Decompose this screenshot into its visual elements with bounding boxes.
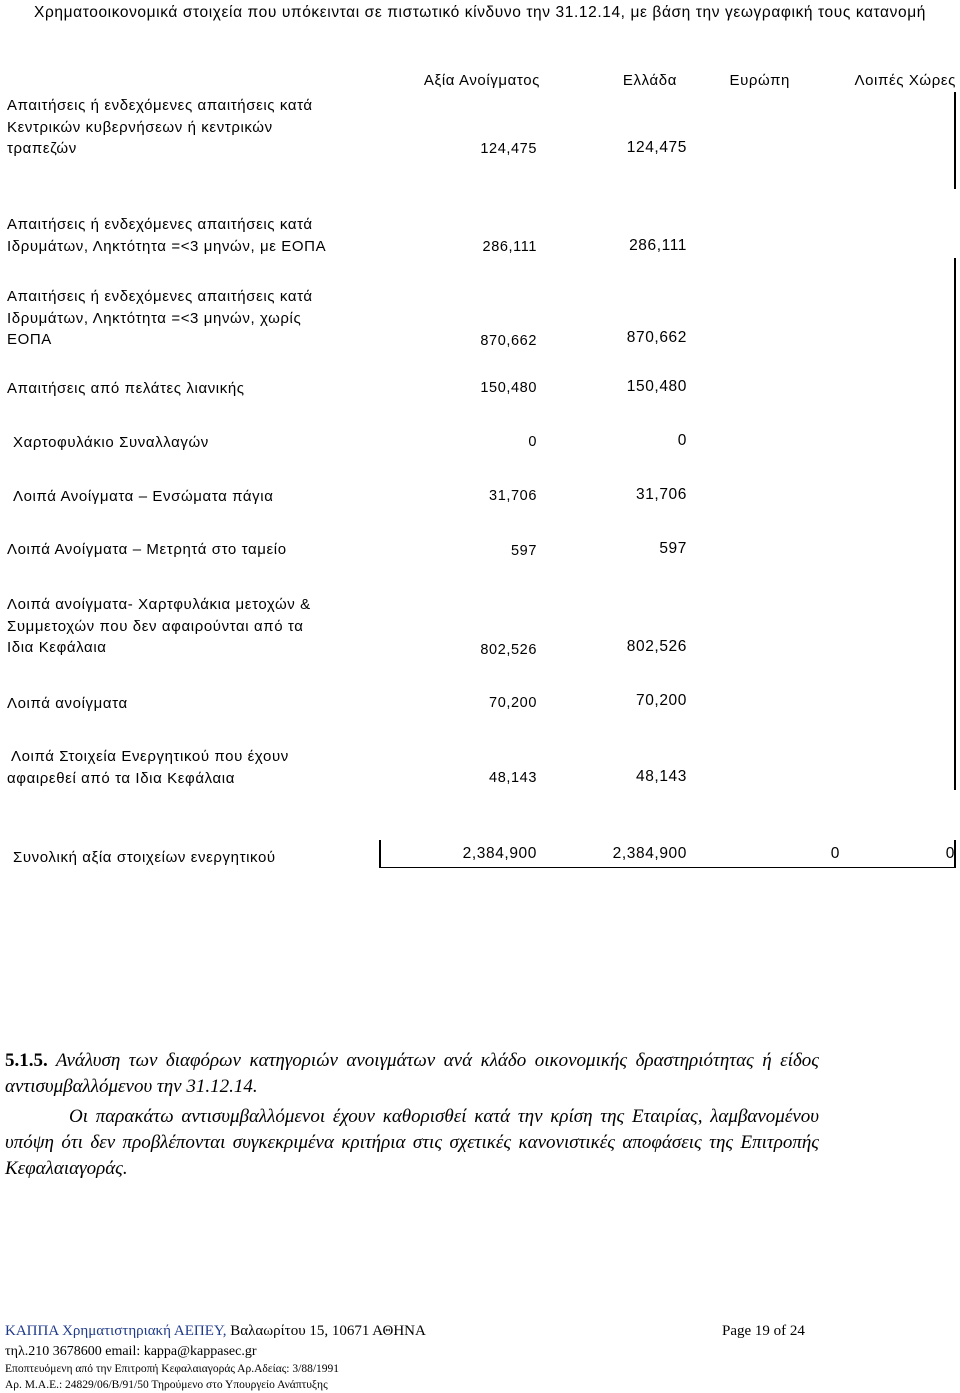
total-europe-value: 0 [830,845,840,862]
row-greece-value: 802,526 [626,638,687,655]
total-greece-value: 2,384,900 [612,845,687,862]
row-exposure-value: 70,200 [489,695,537,711]
section-heading-text: Ανάλυση των διαφόρων κατηγοριών ανοιγμάτων ανά κλάδο οικονομικής δραστηριότητας ή είδος αντισυμβαλλόμενου την 31.12.14. [5,1050,819,1097]
total-label: Συνολική αξία στοιχείων ενεργητικού [13,849,276,866]
row-label: Απαιτήσεις ή ενδεχόμενες απαιτήσεις κατά Κεντρικών κυβερνήσεων ή κεντρικών τραπεζών [7,97,313,157]
footer-contact: τηλ.210 3678600 email: kappa@kappasec.gr [5,1344,257,1359]
section-paragraph: Οι παρακάτω αντισυμβαλλόμενοι έχουν καθορισθεί κατά την κρίση της Εταιρίας, λαμβανομένου υπόψη ότι δεν προβλέπονται συγκεκριμένα κριτήρια στις σχετικές κανονιστικές αποφάσεις της Επιτροπής Κεφαλαιαγοράς. [5,1106,819,1179]
row-label: Απαιτήσεις ή ενδεχόμενες απαιτήσεις κατά Ιδρυμάτων, Ληκτότητα =<3 μηνών, με ΕΟΠΑ [7,216,327,255]
row-label: Λοιπά ανοίγματα- Χαρτφυλάκια μετοχών & Συμμετοχών που δεν αφαιρούνται από τα Ιδια Κεφάλαια [7,596,311,656]
row-label: Λοιπά ανοίγματα [7,695,128,712]
row-label: Λοιπά Στοιχεία Ενεργητικού που έχουν αφαιρεθεί από τα Ιδια Κεφάλαια [7,748,289,787]
row-label: Χαρτοφυλάκιο Συναλλαγών [13,434,209,451]
row-exposure-value: 150,480 [480,380,537,396]
row-exposure-value: 802,526 [480,642,537,658]
section-heading [5,1048,819,1100]
footer-supervision: Εποπτευόμενη από την Επιτροπή Κεφαλαιαγοράς Αρ.Αδείας: 3/88/1991 [5,1363,340,1375]
row-greece-value: 0 [677,432,687,449]
row-greece-value: 31,706 [635,486,687,503]
header-other: Λοιπές Χώρες [854,72,956,89]
header-greece: Ελλάδα [622,72,677,89]
row-greece-value: 286,111 [629,237,687,254]
row-label: Απαιτήσεις από πελάτες λιανικής [7,380,245,397]
row-label: Απαιτήσεις ή ενδεχόμενες απαιτήσεις κατά Ιδρυμάτων, Ληκτότητα =<3 μηνών, χωρίς ΕΟΠΑ [7,288,313,348]
footer-company: ΚΑΠΠΑ Χρηματιστηριακή ΑΕΠΕΥ, [5,1323,227,1339]
row-label: Λοιπά Ανοίγματα – Μετρητά στο ταμείο [7,541,287,558]
footer-registry: Αρ. Μ.Α.Ε.: 24829/06/Β/91/50 Τηρούμενο στο Υπουργείο Ανάπτυξης [5,1379,328,1391]
page-number: Page 19 of 24 [722,1323,805,1339]
header-exposure: Αξία Ανοίγματος [423,72,540,89]
section-number: 5.1.5. [5,1050,48,1071]
row-exposure-value: 31,706 [489,488,537,504]
total-row-bottom-line [379,867,956,868]
right-border-top [954,92,956,189]
row-exposure-value: 0 [528,434,537,450]
total-exposure-value: 2,384,900 [462,845,537,862]
footer-address: Βαλαωρίτου 15, 10671 ΑΘΗΝΑ [226,1323,426,1339]
row-greece-value: 870,662 [626,329,687,346]
row-greece-value: 70,200 [635,692,687,709]
row-greece-value: 48,143 [635,768,687,785]
footer-address-line [5,1323,426,1340]
row-greece-value: 597 [659,540,687,557]
total-other-value: 0 [945,845,955,862]
page-title: Χρηματοοικονομικά στοιχεία που υπόκεινται σε πιστωτικό κίνδυνο την 31.12.14, με βάση την γεωγραφική τους κατανομή [34,4,926,21]
right-border-mid [954,258,956,790]
row-exposure-value: 48,143 [489,770,537,786]
row-greece-value: 124,475 [626,139,687,156]
row-label: Λοιπά Ανοίγματα – Ενσώματα πάγια [13,488,274,505]
row-exposure-value: 597 [511,543,537,559]
row-greece-value: 150,480 [626,378,687,395]
row-exposure-value: 124,475 [480,141,537,157]
header-europe: Ευρώπη [729,72,790,89]
row-exposure-value: 870,662 [480,333,537,349]
row-exposure-value: 286,111 [482,239,537,255]
